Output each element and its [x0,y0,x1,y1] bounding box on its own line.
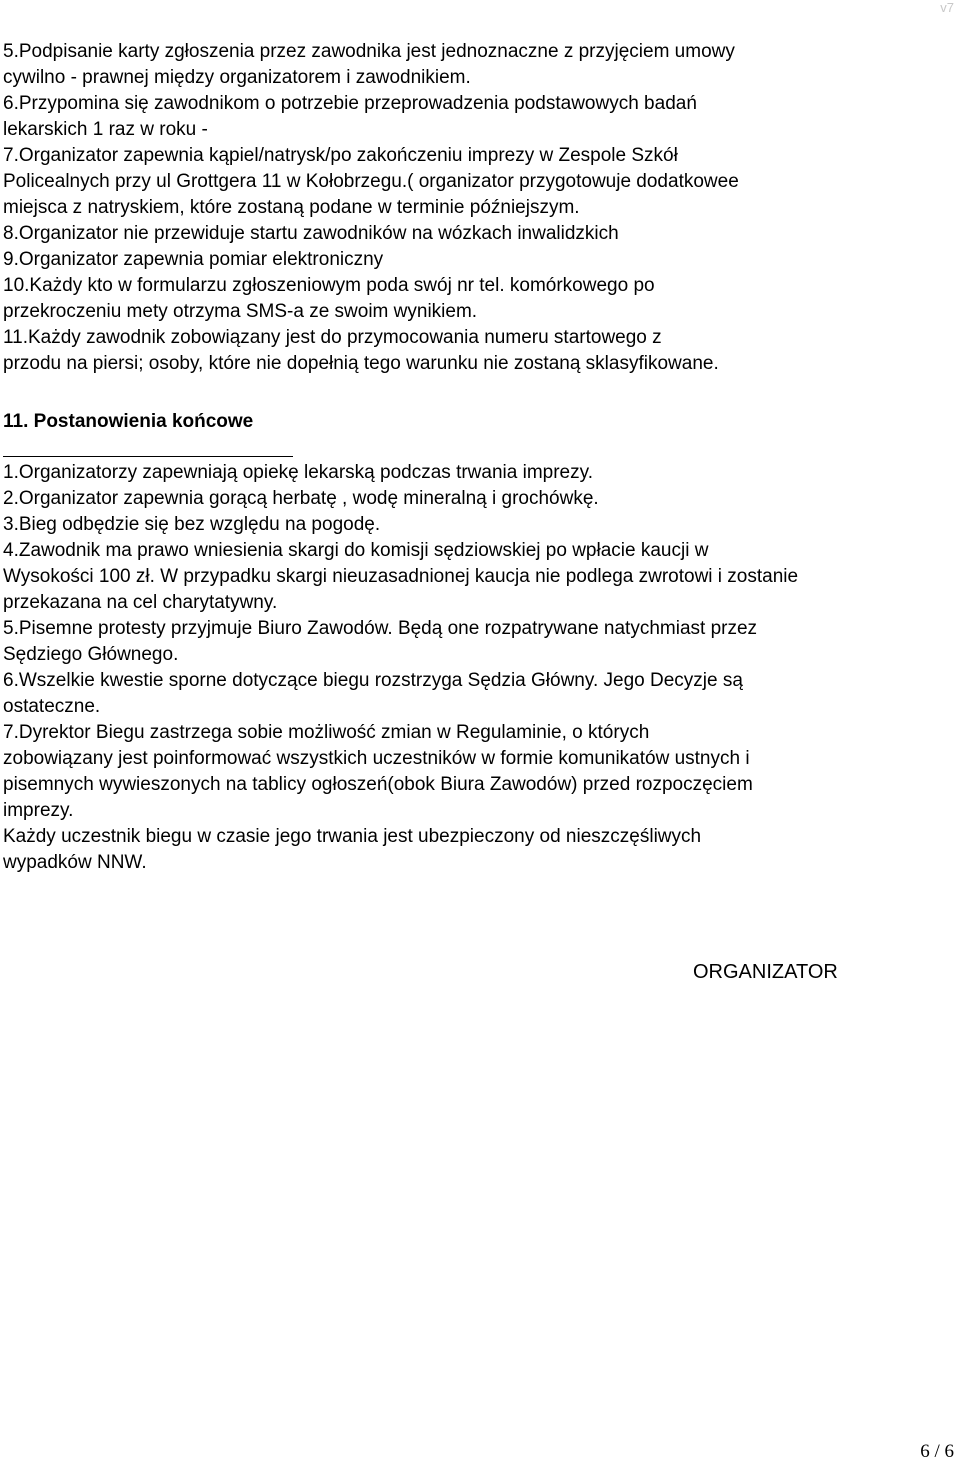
version-tag: v7 [940,0,954,15]
provision-line: wypadków NNW. [3,852,147,873]
rule-line: 5.Podpisanie karty zgłoszenia przez zawodnika jest jednoznaczne z przyjęciem umowy [3,41,735,62]
rule-item [3,39,958,91]
rule-item [3,325,958,377]
rule-line: Policealnych przy ul Grottgera 11 w Kołobrzegu.( organizator przygotowuje dodatkowee [3,171,739,192]
section-heading: 11. Postanowienia końcowe [3,411,254,432]
provision-line: 4.Zawodnik ma prawo wniesienia skargi do komisji sędziowskiej po wpłacie kaucji w [3,540,709,561]
page-number: 6 / 6 [920,1441,954,1462]
rule-line: lekarskich 1 raz w roku - [3,119,208,140]
provision-line: Wysokości 100 zł. W przypadku skargi nieuzasadnionej kaucja nie podlega zwrotowi i zostanie [3,566,799,587]
provision-line: Sędziego Głównego. [3,644,179,665]
provision-item [3,538,958,616]
provision-line: 7.Dyrektor Biegu zastrzega sobie możliwość zmian w Regulaminie, o których [3,722,650,743]
provision-line: zobowiązany jest poinformować wszystkich uczestników w formie komunikatów ustnych i [3,748,750,769]
rule-line: 8.Organizator nie przewiduje startu zawodników na wózkach inwalidzkich [3,223,619,244]
rule-item [3,143,958,221]
rule-line: przodu na piersi; osoby, które nie dopełnią tego warunku nie zostaną sklasyfikowane. [3,353,719,374]
rule-line: cywilno - prawnej między organizatorem i zawodnikiem. [3,67,471,88]
provision-line: pisemnych wywieszonych na tablicy ogłoszeń(obok Biura Zawodów) przed rozpoczęciem [3,774,753,795]
rule-line: 6.Przypomina się zawodnikom o potrzebie przeprowadzenia podstawowych badań [3,93,697,114]
provision-line: imprezy. [3,800,74,821]
provision-line: 6.Wszelkie kwestie sporne dotyczące biegu rozstrzyga Sędzia Główny. Jego Decyzje są [3,670,743,691]
rule-item [3,91,958,143]
provision-line: Każdy uczestnik biegu w czasie jego trwania jest ubezpieczony od nieszczęśliwych [3,826,702,847]
provision-item [3,460,958,486]
rule-item [3,273,958,325]
provision-line: 5.Pisemne protesty przyjmuje Biuro Zawodów. Będą one rozpatrywane natychmiast przez [3,618,758,639]
organizer-signature: ORGANIZATOR [693,961,838,983]
rule-line: 7.Organizator zapewnia kąpiel/natrysk/po zakończeniu imprezy w Zespole Szkół [3,145,678,166]
rule-line: 9.Organizator zapewnia pomiar elektroniczny [3,249,384,270]
rule-line: 10.Każdy kto w formularzu zgłoszeniowym poda swój nr tel. komórkowego po [3,275,655,296]
provision-line: ostateczne. [3,696,101,717]
rule-item [3,221,958,247]
provision-line: 3.Bieg odbędzie się bez względu na pogodę. [3,514,381,535]
provision-item [3,616,958,668]
heading-underline [3,456,293,457]
rule-line: miejsca z natryskiem, które zostaną podane w terminie późniejszym. [3,197,580,218]
rule-line: 11.Każdy zawodnik zobowiązany jest do przymocowania numeru startowego z [3,327,662,348]
provision-item [3,486,958,512]
provision-line: przekazana na cel charytatywny. [3,592,278,613]
provision-line: 1.Organizatorzy zapewniają opiekę lekarską podczas trwania imprezy. [3,462,593,483]
rule-line: przekroczeniu mety otrzyma SMS-a ze swoim wynikiem. [3,301,478,322]
provision-item [3,668,958,720]
provision-line: 2.Organizator zapewnia gorącą herbatę , wodę mineralną i grochówkę. [3,488,599,509]
rules-list [3,39,958,377]
provision-item [3,720,958,824]
rule-item [3,247,958,273]
closing-provisions-list [3,460,958,876]
provision-item [3,512,958,538]
insurance-note [3,824,958,876]
